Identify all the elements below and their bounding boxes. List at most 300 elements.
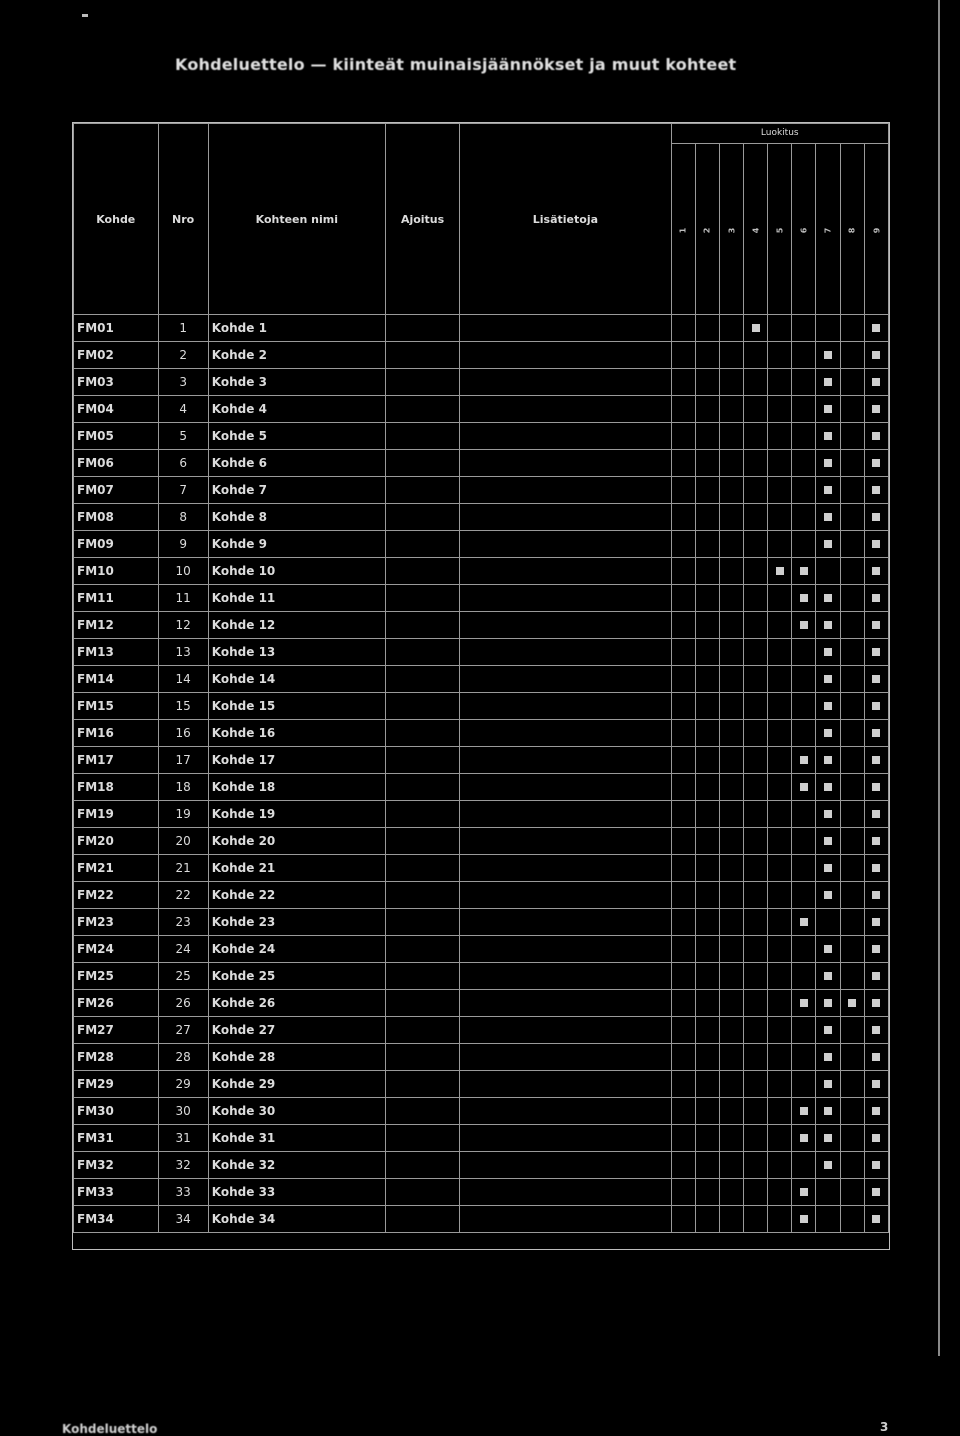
- mark-square-icon: [872, 918, 880, 926]
- cell-mark: [816, 1017, 840, 1044]
- cell-name: Kohde 21: [208, 855, 385, 882]
- cell-mark: [671, 747, 695, 774]
- cell-mark: [743, 1071, 767, 1098]
- cell-mark: [840, 477, 864, 504]
- table-row: [74, 666, 889, 693]
- mark-square-icon: [872, 486, 880, 494]
- cell-mark: [743, 882, 767, 909]
- cell-mark: [743, 612, 767, 639]
- col-header-mark: [695, 144, 719, 315]
- cell-mark: [768, 882, 792, 909]
- cell-mark: [743, 423, 767, 450]
- cell-mark: [792, 666, 816, 693]
- cell-num: 20: [158, 828, 208, 855]
- cell-mark: [840, 450, 864, 477]
- cell-code: FM12: [74, 612, 159, 639]
- cell-mark: [864, 801, 888, 828]
- cell-mark: [816, 936, 840, 963]
- cell-mark: [768, 558, 792, 585]
- cell-date: [385, 855, 459, 882]
- cell-num: 5: [158, 423, 208, 450]
- table-row: [74, 963, 889, 990]
- cell-mark: [743, 1152, 767, 1179]
- table-row: [74, 639, 889, 666]
- cell-mark: [864, 1098, 888, 1125]
- cell-mark: [816, 1098, 840, 1125]
- cell-mark: [743, 1044, 767, 1071]
- cell-mark: [719, 477, 743, 504]
- cell-mark: [840, 1125, 864, 1152]
- cell-mark: [864, 693, 888, 720]
- mark-square-icon: [824, 864, 832, 872]
- cell-mark: [695, 450, 719, 477]
- cell-mark: [743, 1125, 767, 1152]
- table-row: [74, 936, 889, 963]
- cell-mark: [671, 1179, 695, 1206]
- cell-mark: [840, 315, 864, 342]
- cell-note: [460, 828, 671, 855]
- cell-name: Kohde 33: [208, 1179, 385, 1206]
- cell-note: [460, 423, 671, 450]
- cell-mark: [768, 909, 792, 936]
- cell-mark: [743, 801, 767, 828]
- inventory-table: [73, 123, 889, 1233]
- mark-square-icon: [872, 1053, 880, 1061]
- cell-name: Kohde 7: [208, 477, 385, 504]
- cell-mark: [768, 315, 792, 342]
- cell-mark: [792, 504, 816, 531]
- cell-name: Kohde 8: [208, 504, 385, 531]
- cell-mark: [840, 963, 864, 990]
- cell-date: [385, 585, 459, 612]
- cell-mark: [695, 963, 719, 990]
- cell-mark: [768, 774, 792, 801]
- table-row: [74, 1098, 889, 1125]
- cell-code: FM03: [74, 369, 159, 396]
- cell-name: Kohde 14: [208, 666, 385, 693]
- cell-mark: [864, 369, 888, 396]
- cell-code: FM09: [74, 531, 159, 558]
- cell-mark: [719, 639, 743, 666]
- cell-mark: [816, 504, 840, 531]
- col-header-mark: [768, 144, 792, 315]
- cell-note: [460, 396, 671, 423]
- cell-mark: [743, 747, 767, 774]
- cell-name: Kohde 2: [208, 342, 385, 369]
- cell-code: FM23: [74, 909, 159, 936]
- cell-mark: [671, 1098, 695, 1125]
- cell-mark: [768, 504, 792, 531]
- cell-num: 26: [158, 990, 208, 1017]
- cell-mark: [768, 1206, 792, 1233]
- cell-num: 2: [158, 342, 208, 369]
- cell-num: 13: [158, 639, 208, 666]
- cell-note: [460, 693, 671, 720]
- cell-mark: [671, 909, 695, 936]
- cell-name: Kohde 22: [208, 882, 385, 909]
- cell-mark: [719, 1098, 743, 1125]
- cell-mark: [719, 990, 743, 1017]
- cell-mark: [719, 1125, 743, 1152]
- cell-note: [460, 1017, 671, 1044]
- cell-mark: [816, 315, 840, 342]
- cell-mark: [864, 936, 888, 963]
- table-body: [74, 315, 889, 1233]
- table-row: [74, 369, 889, 396]
- cell-mark: [671, 315, 695, 342]
- cell-num: 6: [158, 450, 208, 477]
- cell-num: 14: [158, 666, 208, 693]
- mark-square-icon: [872, 513, 880, 521]
- cell-mark: [840, 1071, 864, 1098]
- mark-square-icon: [824, 1080, 832, 1088]
- cell-mark: [864, 477, 888, 504]
- mark-square-icon: [800, 1107, 808, 1115]
- cell-mark: [792, 720, 816, 747]
- cell-mark: [768, 666, 792, 693]
- mark-square-icon: [824, 648, 832, 656]
- cell-date: [385, 882, 459, 909]
- cell-date: [385, 936, 459, 963]
- cell-date: [385, 693, 459, 720]
- cell-mark: [792, 396, 816, 423]
- cell-mark: [792, 774, 816, 801]
- cell-mark: [695, 1098, 719, 1125]
- col-header-mark: [864, 144, 888, 315]
- cell-mark: [816, 855, 840, 882]
- mark-square-icon: [872, 702, 880, 710]
- mark-square-icon: [824, 810, 832, 818]
- cell-mark: [743, 558, 767, 585]
- cell-mark: [792, 315, 816, 342]
- cell-mark: [840, 531, 864, 558]
- cell-mark: [719, 666, 743, 693]
- cell-code: FM17: [74, 747, 159, 774]
- cell-num: 12: [158, 612, 208, 639]
- cell-num: 22: [158, 882, 208, 909]
- cell-mark: [792, 963, 816, 990]
- cell-mark: [768, 1044, 792, 1071]
- cell-mark: [768, 531, 792, 558]
- cell-mark: [768, 1098, 792, 1125]
- cell-mark: [816, 531, 840, 558]
- cell-date: [385, 342, 459, 369]
- mark-col-label: 2: [702, 227, 712, 233]
- cell-mark: [743, 531, 767, 558]
- cell-code: FM26: [74, 990, 159, 1017]
- cell-code: FM08: [74, 504, 159, 531]
- cell-mark: [864, 504, 888, 531]
- cell-mark: [695, 1125, 719, 1152]
- mark-square-icon: [872, 351, 880, 359]
- cell-mark: [792, 1206, 816, 1233]
- cell-mark: [768, 828, 792, 855]
- cell-mark: [840, 342, 864, 369]
- cell-mark: [743, 1179, 767, 1206]
- cell-mark: [840, 369, 864, 396]
- mark-square-icon: [824, 405, 832, 413]
- table-row: [74, 693, 889, 720]
- cell-note: [460, 936, 671, 963]
- cell-mark: [768, 423, 792, 450]
- cell-mark: [816, 1071, 840, 1098]
- col-header-name: Kohteen nimi: [208, 124, 385, 315]
- mark-square-icon: [824, 1107, 832, 1115]
- cell-mark: [864, 828, 888, 855]
- mark-square-icon: [872, 999, 880, 1007]
- cell-note: [460, 882, 671, 909]
- cell-mark: [695, 693, 719, 720]
- cell-mark: [864, 1017, 888, 1044]
- cell-mark: [695, 1152, 719, 1179]
- cell-mark: [671, 855, 695, 882]
- mark-col-label: 1: [678, 227, 688, 233]
- cell-mark: [695, 990, 719, 1017]
- cell-mark: [671, 801, 695, 828]
- cell-note: [460, 612, 671, 639]
- cell-date: [385, 477, 459, 504]
- mark-square-icon: [872, 1026, 880, 1034]
- cell-note: [460, 1071, 671, 1098]
- mark-square-icon: [872, 810, 880, 818]
- mark-square-icon: [872, 459, 880, 467]
- cell-date: [385, 666, 459, 693]
- cell-num: 11: [158, 585, 208, 612]
- cell-note: [460, 558, 671, 585]
- cell-mark: [768, 369, 792, 396]
- mark-col-label: 8: [847, 227, 857, 233]
- cell-mark: [816, 747, 840, 774]
- cell-name: Kohde 32: [208, 1152, 385, 1179]
- cell-mark: [719, 315, 743, 342]
- cell-date: [385, 1044, 459, 1071]
- cell-mark: [695, 909, 719, 936]
- cell-mark: [840, 558, 864, 585]
- table-row: [74, 855, 889, 882]
- cell-mark: [743, 1017, 767, 1044]
- cell-mark: [695, 720, 719, 747]
- cell-mark: [695, 315, 719, 342]
- cell-name: Kohde 18: [208, 774, 385, 801]
- page-number: 3: [880, 1420, 889, 1434]
- cell-mark: [719, 423, 743, 450]
- cell-mark: [719, 855, 743, 882]
- cell-note: [460, 1152, 671, 1179]
- cell-note: [460, 1044, 671, 1071]
- table-row: [74, 828, 889, 855]
- cell-mark: [864, 1179, 888, 1206]
- cell-mark: [743, 639, 767, 666]
- cell-mark: [743, 963, 767, 990]
- cell-mark: [792, 1125, 816, 1152]
- cell-mark: [792, 1071, 816, 1098]
- cell-num: 16: [158, 720, 208, 747]
- cell-note: [460, 1098, 671, 1125]
- mark-square-icon: [872, 540, 880, 548]
- cell-mark: [671, 369, 695, 396]
- cell-num: 29: [158, 1071, 208, 1098]
- table-row: [74, 1152, 889, 1179]
- mark-square-icon: [872, 837, 880, 845]
- cell-mark: [792, 342, 816, 369]
- mark-square-icon: [872, 594, 880, 602]
- cell-mark: [768, 1017, 792, 1044]
- cell-mark: [816, 693, 840, 720]
- cell-mark: [671, 990, 695, 1017]
- cell-mark: [695, 855, 719, 882]
- cell-name: Kohde 25: [208, 963, 385, 990]
- cell-mark: [671, 720, 695, 747]
- cell-num: 27: [158, 1017, 208, 1044]
- cell-mark: [816, 612, 840, 639]
- cell-mark: [695, 585, 719, 612]
- mark-square-icon: [800, 594, 808, 602]
- mark-col-label: 4: [751, 227, 761, 233]
- cell-mark: [840, 774, 864, 801]
- footer-text: Kohdeluettelo: [62, 1422, 158, 1436]
- cell-mark: [864, 585, 888, 612]
- mark-square-icon: [824, 945, 832, 953]
- cell-mark: [695, 342, 719, 369]
- cell-name: Kohde 9: [208, 531, 385, 558]
- mark-square-icon: [824, 972, 832, 980]
- cell-mark: [816, 1179, 840, 1206]
- cell-mark: [695, 612, 719, 639]
- cell-mark: [864, 909, 888, 936]
- cell-num: 33: [158, 1179, 208, 1206]
- cell-mark: [840, 639, 864, 666]
- cell-code: FM06: [74, 450, 159, 477]
- cell-date: [385, 639, 459, 666]
- cell-mark: [864, 396, 888, 423]
- table-row: [74, 315, 889, 342]
- cell-mark: [840, 504, 864, 531]
- mark-square-icon: [872, 378, 880, 386]
- cell-mark: [671, 396, 695, 423]
- cell-mark: [695, 369, 719, 396]
- cell-mark: [816, 801, 840, 828]
- cell-mark: [768, 585, 792, 612]
- table-row: [74, 612, 889, 639]
- cell-mark: [671, 504, 695, 531]
- cell-code: FM30: [74, 1098, 159, 1125]
- cell-mark: [864, 450, 888, 477]
- cell-date: [385, 396, 459, 423]
- table-row: [74, 774, 889, 801]
- cell-num: 31: [158, 1125, 208, 1152]
- cell-mark: [743, 936, 767, 963]
- cell-mark: [719, 1206, 743, 1233]
- cell-mark: [792, 1152, 816, 1179]
- cell-note: [460, 504, 671, 531]
- cell-note: [460, 990, 671, 1017]
- cell-code: FM27: [74, 1017, 159, 1044]
- col-header-date: Ajoitus: [385, 124, 459, 315]
- mark-col-label: 3: [726, 227, 736, 233]
- cell-mark: [840, 396, 864, 423]
- cell-date: [385, 1179, 459, 1206]
- cell-mark: [719, 1044, 743, 1071]
- cell-mark: [719, 1071, 743, 1098]
- cell-mark: [768, 1152, 792, 1179]
- cell-num: 19: [158, 801, 208, 828]
- cell-mark: [671, 774, 695, 801]
- mark-col-label: 9: [871, 227, 881, 233]
- cell-mark: [840, 720, 864, 747]
- cell-note: [460, 801, 671, 828]
- mark-square-icon: [824, 621, 832, 629]
- cell-name: Kohde 27: [208, 1017, 385, 1044]
- mark-square-icon: [824, 756, 832, 764]
- mark-square-icon: [824, 459, 832, 467]
- mark-square-icon: [872, 621, 880, 629]
- cell-note: [460, 315, 671, 342]
- cell-mark: [816, 882, 840, 909]
- cell-mark: [792, 585, 816, 612]
- cell-mark: [695, 423, 719, 450]
- cell-code: FM32: [74, 1152, 159, 1179]
- col-header-mark: [743, 144, 767, 315]
- cell-mark: [792, 882, 816, 909]
- cell-num: 3: [158, 369, 208, 396]
- cell-mark: [743, 666, 767, 693]
- cell-mark: [792, 801, 816, 828]
- cell-mark: [695, 801, 719, 828]
- cell-mark: [792, 423, 816, 450]
- cell-mark: [719, 585, 743, 612]
- cell-mark: [695, 1179, 719, 1206]
- mark-square-icon: [824, 432, 832, 440]
- cell-mark: [671, 1125, 695, 1152]
- cell-mark: [719, 693, 743, 720]
- cell-mark: [695, 477, 719, 504]
- cell-mark: [671, 639, 695, 666]
- cell-mark: [816, 1152, 840, 1179]
- cell-note: [460, 855, 671, 882]
- cell-name: Kohde 24: [208, 936, 385, 963]
- cell-mark: [816, 1044, 840, 1071]
- cell-mark: [840, 1044, 864, 1071]
- cell-name: Kohde 10: [208, 558, 385, 585]
- cell-mark: [671, 882, 695, 909]
- cell-date: [385, 990, 459, 1017]
- cell-name: Kohde 16: [208, 720, 385, 747]
- mark-square-icon: [824, 783, 832, 791]
- cell-note: [460, 342, 671, 369]
- cell-code: FM28: [74, 1044, 159, 1071]
- cell-mark: [768, 720, 792, 747]
- cell-date: [385, 1017, 459, 1044]
- cell-mark: [695, 774, 719, 801]
- mark-square-icon: [752, 324, 760, 332]
- cell-date: [385, 909, 459, 936]
- mark-square-icon: [824, 1161, 832, 1169]
- cell-note: [460, 747, 671, 774]
- cell-mark: [864, 342, 888, 369]
- mark-square-icon: [800, 783, 808, 791]
- cell-code: FM34: [74, 1206, 159, 1233]
- table-row: [74, 801, 889, 828]
- cell-mark: [840, 1206, 864, 1233]
- mark-square-icon: [800, 999, 808, 1007]
- mark-square-icon: [872, 648, 880, 656]
- cell-mark: [719, 531, 743, 558]
- cell-code: FM07: [74, 477, 159, 504]
- table-row: [74, 1206, 889, 1233]
- mark-square-icon: [872, 1080, 880, 1088]
- cell-date: [385, 423, 459, 450]
- cell-mark: [671, 1071, 695, 1098]
